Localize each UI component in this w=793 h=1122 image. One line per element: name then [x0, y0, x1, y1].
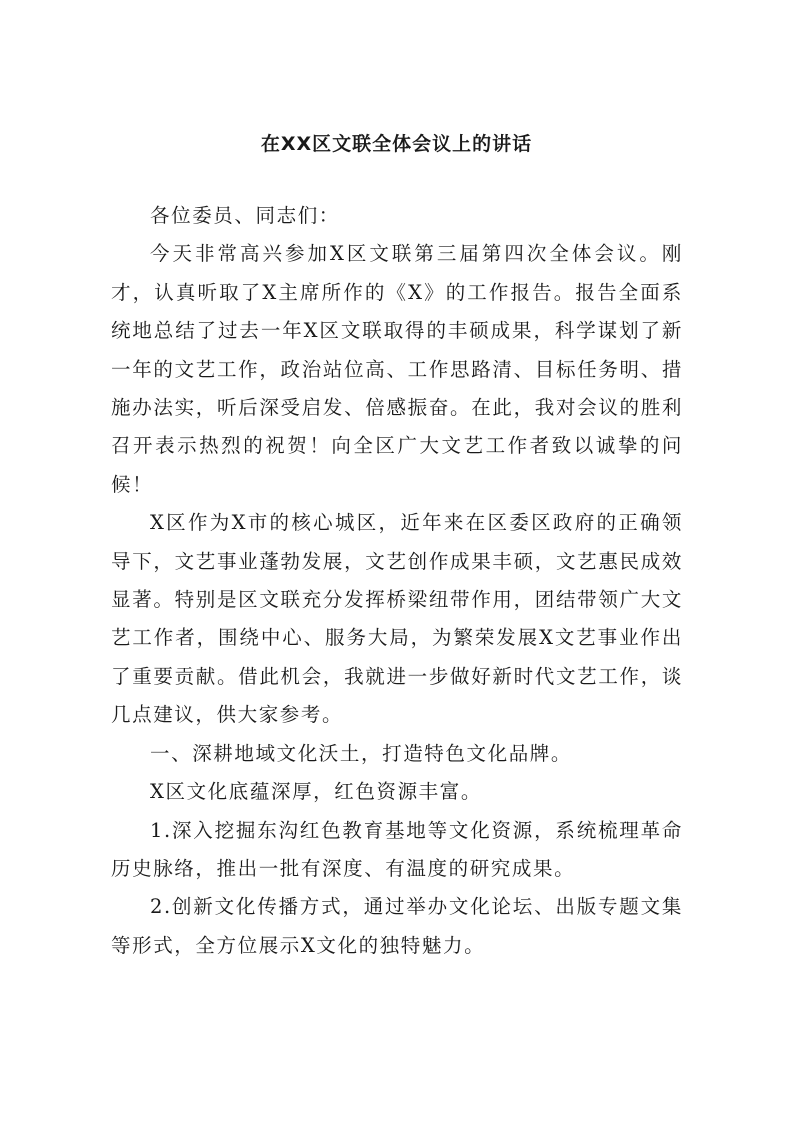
salutation: 各位委员、同志们： [150, 204, 340, 227]
paragraph-culture-resources: X区文化底蕴深厚，红色资源丰富。 [150, 780, 482, 804]
paragraph-district-overview: X区作为X市的核心城区，近年来在区委区政府的正确领导下，文艺事业蓬勃发展，文艺创作成果丰硕，文艺惠民成效显著。特别是区文联充分发挥桥梁纽带作用，团结带领广大文艺工作者，围绕中心、服务大局，为繁荣发展X文艺事业作出了重要贡献。借此机会，我就进一步做好新时代文艺工作，谈几点建议，供大家参考。 [111, 511, 683, 727]
paragraph-opening: 今天非常高兴参加X区文联第三届第四次全体会议。刚才，认真听取了X主席所作的《X》的工作报告。报告全面系统地总结了过去一年X区文联取得的丰硕成果，科学谋划了新一年的文艺工作，政治站位高、工作思路清、目标任务明、措施办法实，听后深受启发、倍感振奋。在此，我对会议的胜利召开表示热烈的祝贺！向全区广大文艺工作者致以诚挚的问候！ [111, 242, 683, 496]
document-title: 在XX区文联全体会议上的讲话 [260, 133, 533, 155]
list-item-2: 2.创新文化传播方式，通过举办文化论坛、出版专题文集等形式，全方位展示X文化的独特魅力。 [111, 895, 683, 957]
list-item-1: 1.深入挖掘东沟红色教育基地等文化资源，系统梳理革命历史脉络，推出一批有深度、有温度的研究成果。 [111, 818, 683, 880]
document-body [111, 197, 683, 965]
section-heading-1: 一、深耕地域文化沃土，打造特色文化品牌。 [150, 741, 573, 765]
